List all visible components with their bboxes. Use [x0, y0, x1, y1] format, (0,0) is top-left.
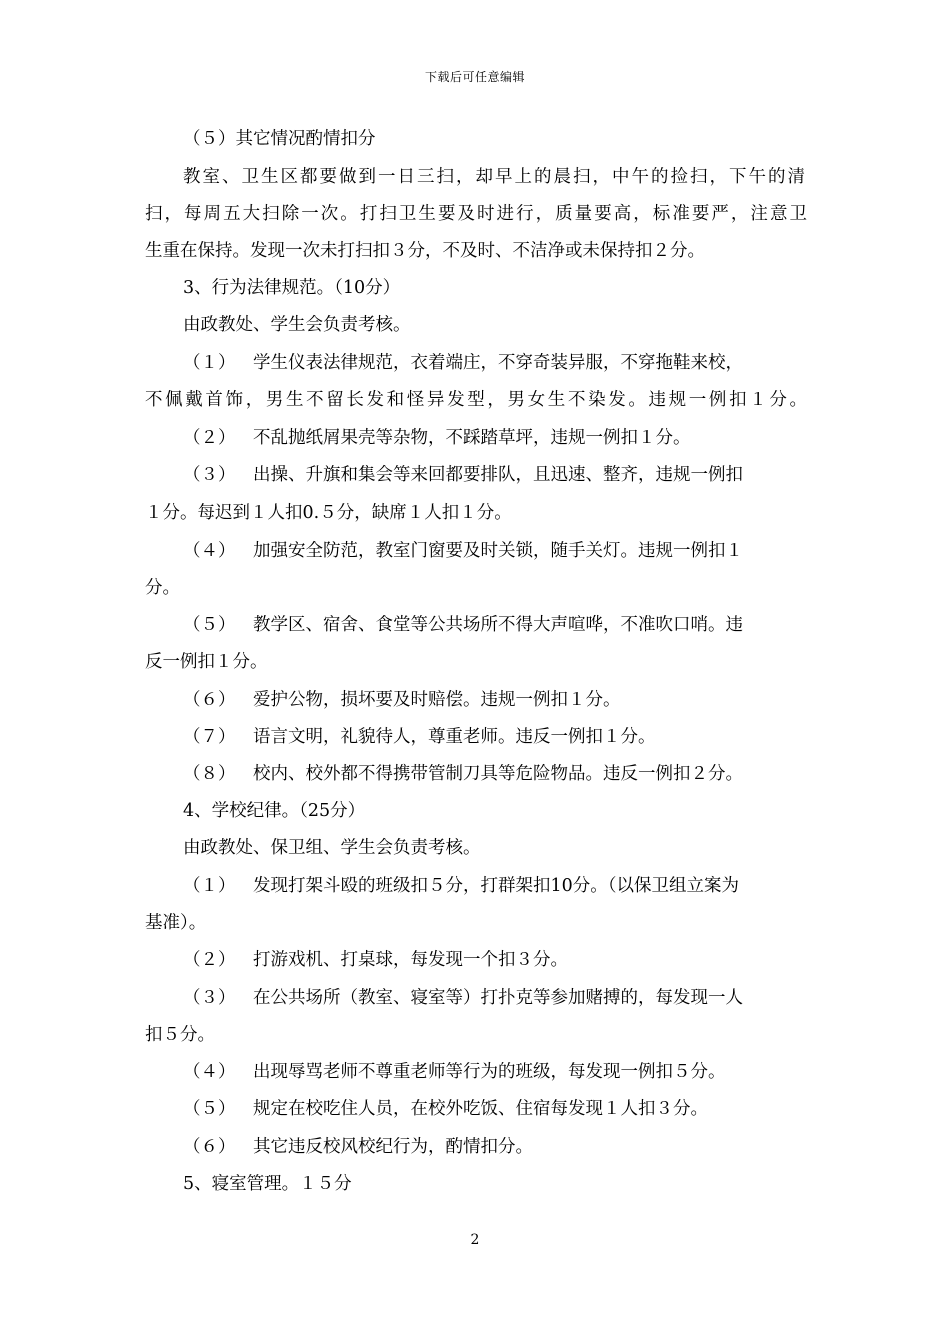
- list-text: 发现打架斗殴的班级扣５分，打群架扣10分。（以保卫组立案为: [253, 876, 740, 896]
- paragraph-line: 不佩戴首饰，男生不留长发和怪异发型，男女生不染发。违规一例扣１分。: [145, 390, 807, 410]
- list-number: （５）: [183, 1099, 236, 1119]
- list-number: （３）: [183, 465, 236, 485]
- list-text: 不乱抛纸屑果壳等杂物，不踩踏草坪，违规一例扣１分。: [253, 428, 691, 448]
- list-text: 打游戏机、打桌球，每发现一个扣３分。: [253, 950, 568, 970]
- section-heading: 3、行为法律规范。（10分）: [183, 278, 401, 298]
- list-item: [183, 1097, 708, 1121]
- list-item: [183, 1060, 726, 1084]
- list-item: [183, 688, 621, 712]
- list-item: [183, 351, 743, 375]
- list-number: （２）: [183, 428, 236, 448]
- paragraph-line: 由政教处、学生会负责考核。: [183, 315, 411, 335]
- list-text: 在公共场所（教室、寝室等）打扑克等参加赌搏的，每发现一人: [253, 988, 743, 1008]
- paragraph-line: １分。每迟到１人扣0.５分，缺席１人扣１分。: [145, 503, 512, 523]
- paragraph-line: 生重在保持。发现一次未打扫扣３分，不及时、不洁净或未保持扣２分。: [145, 241, 705, 261]
- list-number: （２）: [183, 950, 236, 970]
- list-number: （４）: [183, 541, 236, 561]
- list-item: [183, 613, 743, 637]
- list-text: 规定在校吃住人员，在校外吃饭、住宿每发现１人扣３分。: [253, 1099, 708, 1119]
- list-number: （６）: [183, 690, 236, 710]
- list-text: 语言文明，礼貌待人，尊重老师。违反一例扣１分。: [253, 727, 656, 747]
- list-item: [183, 762, 743, 786]
- paragraph-line: 由政教处、保卫组、学生会负责考核。: [183, 838, 481, 858]
- list-item: [183, 1135, 533, 1159]
- list-item: [183, 463, 743, 487]
- section-heading: 5、寝室管理。１５分: [183, 1174, 352, 1194]
- paragraph-line: 扫，每周五大扫除一次。打扫卫生要及时进行，质量要高，标准要严，注意卫: [145, 204, 807, 224]
- list-number: （６）: [183, 1137, 236, 1157]
- list-number: （３）: [183, 988, 236, 1008]
- list-text: 出现辱骂老师不尊重老师等行为的班级，每发现一例扣５分。: [253, 1062, 726, 1082]
- list-number: （４）: [183, 1062, 236, 1082]
- list-number: （５）: [183, 615, 236, 635]
- list-item: [183, 725, 656, 749]
- list-item: [183, 986, 743, 1010]
- list-item: [183, 539, 743, 563]
- list-text: 其它违反校风校纪行为，酌情扣分。: [253, 1137, 533, 1157]
- paragraph-line: 反一例扣１分。: [145, 652, 268, 672]
- page-header: 下载后可任意编辑: [424, 70, 525, 84]
- subitem-heading: （５）其它情况酌情扣分: [183, 129, 376, 149]
- paragraph-line: 教室、卫生区都要做到一日三扫，却早上的晨扫，中午的捡扫，下午的清: [183, 167, 805, 187]
- list-item: [183, 948, 568, 972]
- list-text: 校内、校外都不得携带管制刀具等危险物品。违反一例扣２分。: [253, 764, 743, 784]
- paragraph-line: 扣５分。: [145, 1025, 215, 1045]
- paragraph-line: 分。: [145, 578, 180, 598]
- list-text: 爱护公物，损坏要及时赔偿。违规一例扣１分。: [253, 690, 621, 710]
- list-text: 加强安全防范，教室门窗要及时关锁，随手关灯。违规一例扣１: [253, 541, 743, 561]
- list-item: [183, 874, 739, 898]
- list-text: 教学区、宿舍、食堂等公共场所不得大声喧哗，不准吹口哨。违: [253, 615, 743, 635]
- list-item: [183, 426, 691, 450]
- list-number: （８）: [183, 764, 236, 784]
- page-number: 2: [470, 1232, 480, 1248]
- paragraph-line: 基准）。: [145, 913, 207, 933]
- list-number: （１）: [183, 353, 236, 373]
- list-number: （７）: [183, 727, 236, 747]
- list-number: （１）: [183, 876, 236, 896]
- list-text: 学生仪表法律规范，衣着端庄，不穿奇装异服，不穿拖鞋来校，: [253, 353, 743, 373]
- list-text: 出操、升旗和集会等来回都要排队，且迅速、整齐，违规一例扣: [253, 465, 743, 485]
- section-heading: 4、学校纪律。（25分）: [183, 801, 366, 821]
